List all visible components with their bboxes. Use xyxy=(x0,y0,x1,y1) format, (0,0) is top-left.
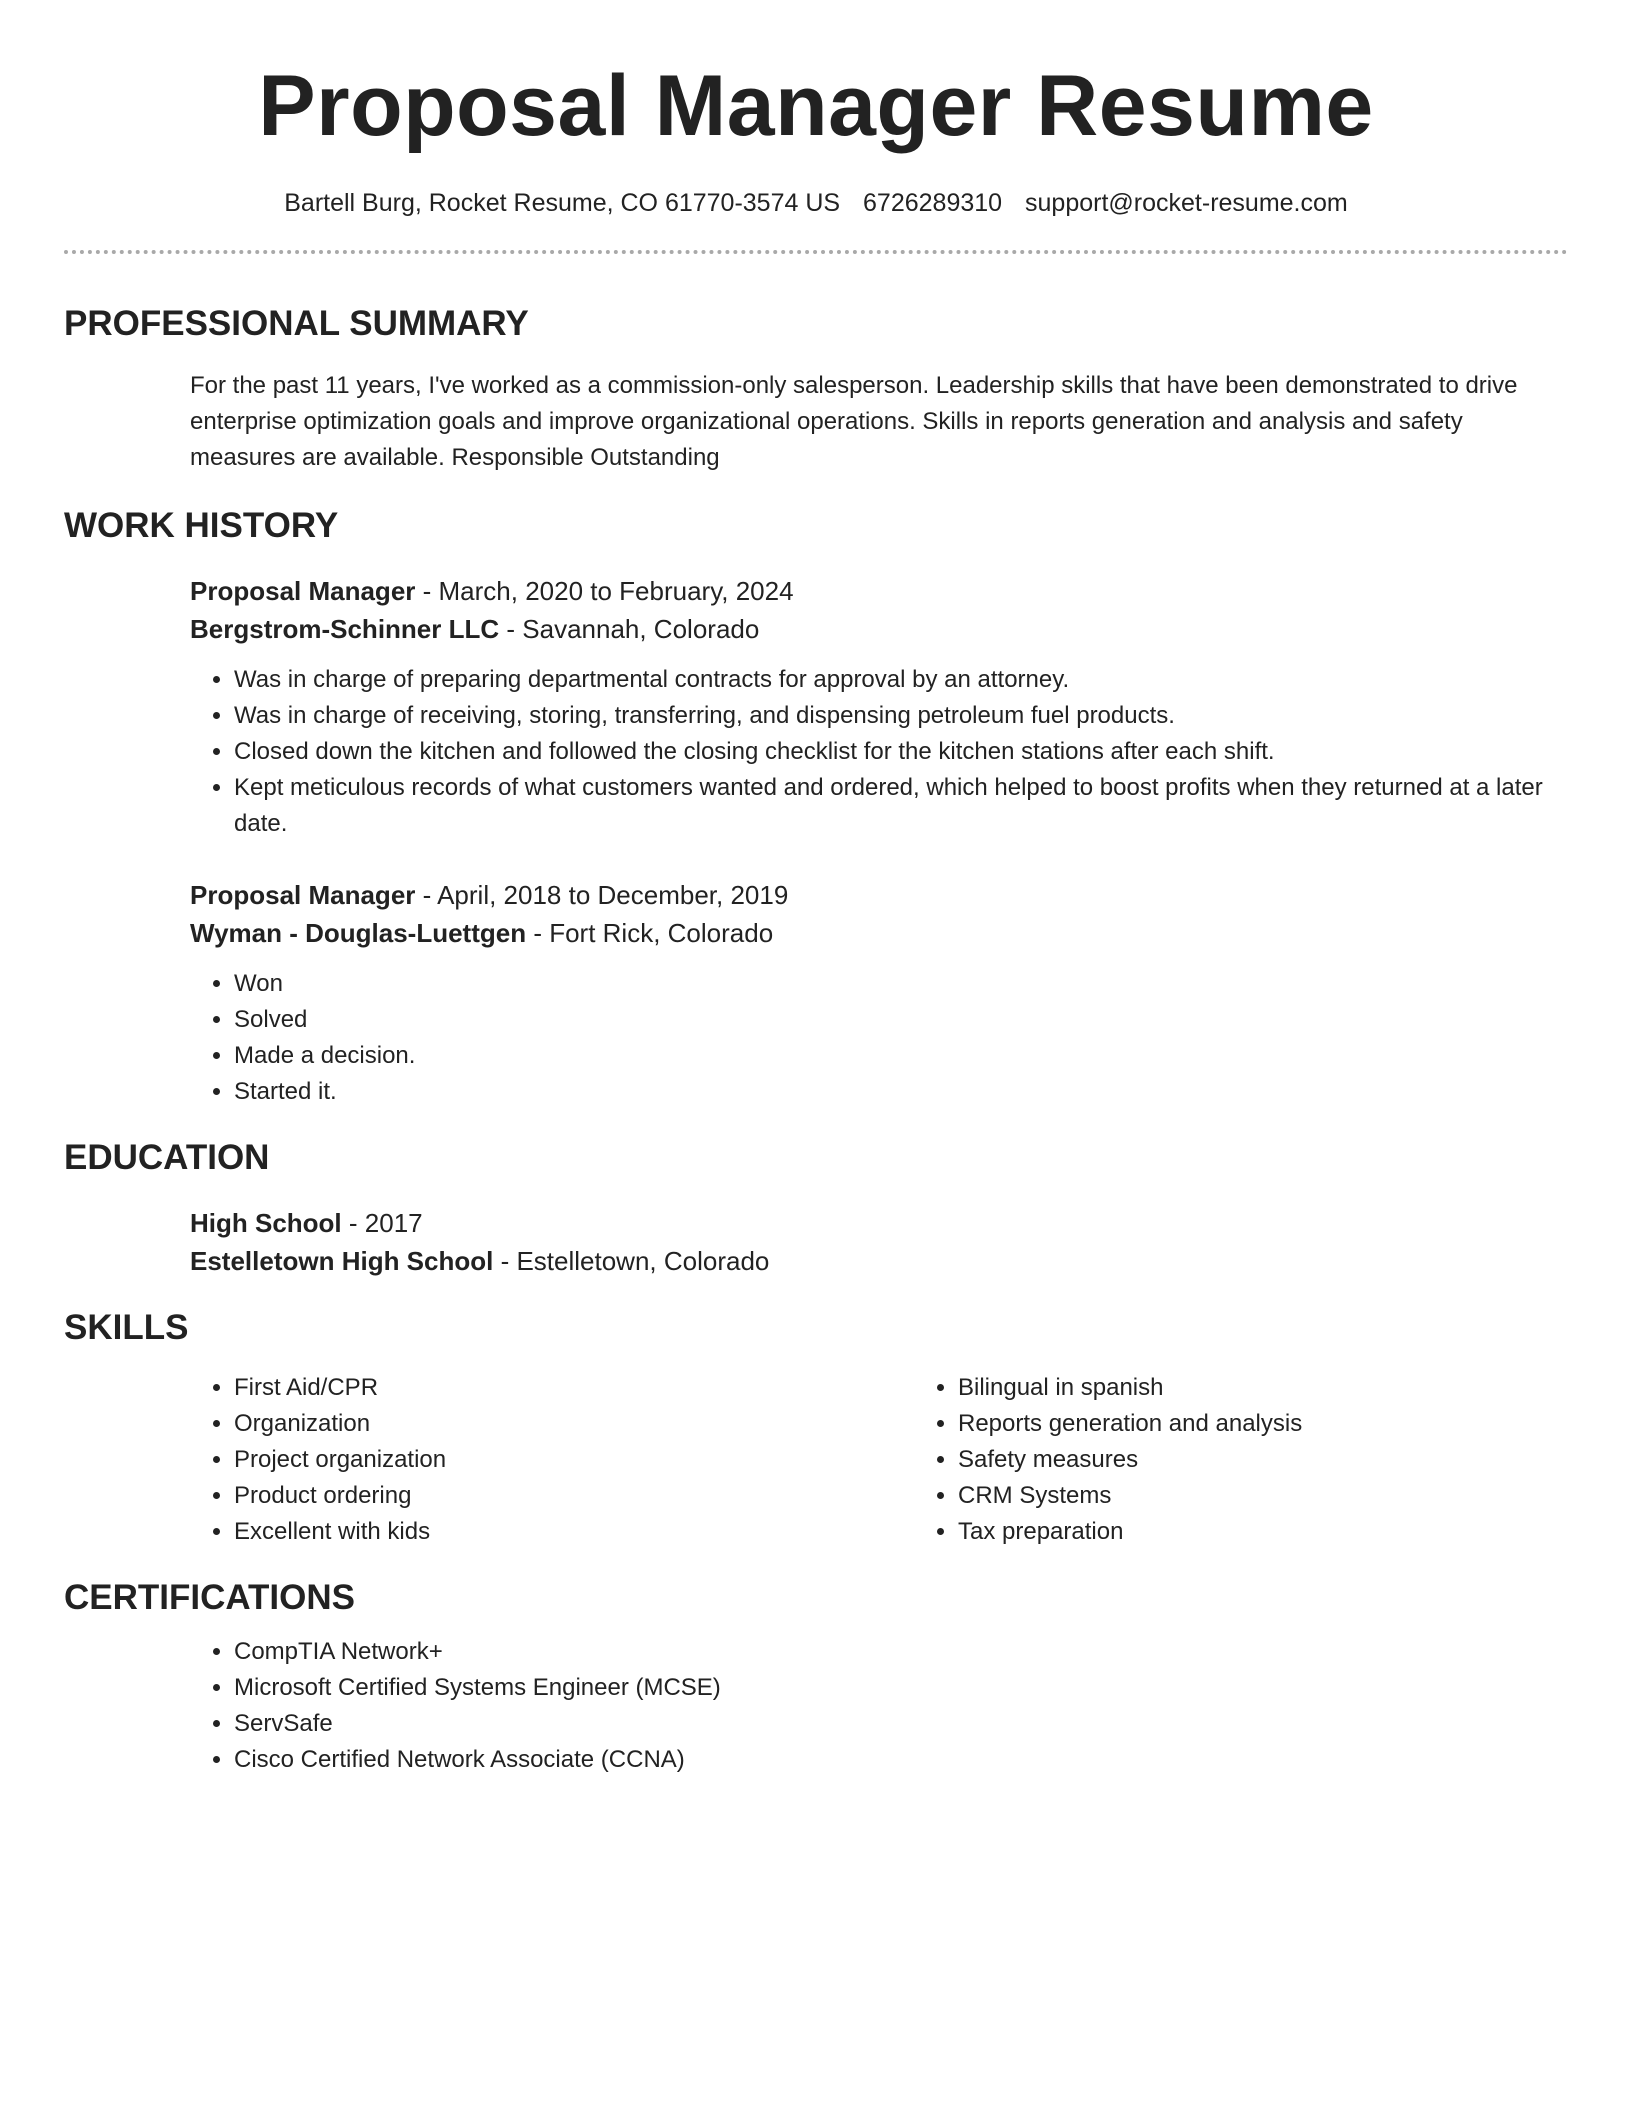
work-history-section xyxy=(64,572,1568,1110)
contact-address: Bartell Burg, Rocket Resume, CO 61770-3574 US xyxy=(284,189,841,217)
education-section xyxy=(64,1204,1568,1280)
job-location: - Fort Rick, Colorado xyxy=(526,918,774,948)
job-bullets xyxy=(190,966,1568,1110)
education-year: - 2017 xyxy=(341,1208,423,1238)
contact-line xyxy=(64,186,1568,220)
skill-item: • Excellent with kids xyxy=(234,1514,914,1550)
skills-heading: SKILLS xyxy=(64,1308,189,1347)
job-title-line xyxy=(190,572,1568,610)
job-title-line xyxy=(190,876,1568,914)
skill-item: • Safety measures xyxy=(958,1442,1632,1478)
summary-section xyxy=(64,368,1568,476)
education-school: Estelletown High School xyxy=(190,1246,494,1276)
certification-item: • Microsoft Certified Systems Engineer (MCSE) xyxy=(234,1670,1568,1706)
skill-item: • Product ordering xyxy=(234,1478,914,1514)
certification-item: • CompTIA Network+ xyxy=(234,1634,1568,1670)
summary-text: For the past 11 years, I've worked as a commission-only salesperson. Leadership skills that have been demonstrated to drive enterprise optimization goals and improve organizational operations. Skills in reports generation and analysis and safety measures are available. Responsible Outstanding xyxy=(190,372,1518,471)
list-item: • Started it. xyxy=(234,1074,1568,1110)
education-degree-line xyxy=(190,1204,1568,1242)
education-location: - Estelletown, Colorado xyxy=(493,1246,770,1276)
job-company: Bergstrom-Schinner LLC xyxy=(190,614,500,644)
list-item: • Closed down the kitchen and followed the closing checklist for the kitchen stations after each shift. xyxy=(234,734,1568,770)
skill-item: • First Aid/CPR xyxy=(234,1370,914,1406)
job-bullets xyxy=(190,662,1568,842)
job-company: Wyman - Douglas-Luettgen xyxy=(190,918,527,948)
skill-item: • Project organization xyxy=(234,1442,914,1478)
job-entry xyxy=(190,876,1568,1110)
contact-email: support@rocket-resume.com xyxy=(1025,189,1348,217)
certifications-list xyxy=(190,1634,1568,1778)
contact-phone: 6726289310 xyxy=(863,189,1003,217)
work-history-heading: WORK HISTORY xyxy=(64,506,339,545)
certification-item: • ServSafe xyxy=(234,1706,1568,1742)
certification-item: • Cisco Certified Network Associate (CCNA) xyxy=(234,1742,1568,1778)
skills-section xyxy=(64,1370,1568,1550)
list-item: • Was in charge of preparing departmental contracts for approval by an attorney. xyxy=(234,662,1568,698)
skills-grid xyxy=(190,1370,1568,1550)
skills-list-right xyxy=(914,1370,1632,1550)
list-item: • Won xyxy=(234,966,1568,1002)
skills-list-left xyxy=(190,1370,914,1550)
education-heading: EDUCATION xyxy=(64,1138,270,1177)
job-title: Proposal Manager xyxy=(190,880,416,910)
skill-item: • Bilingual in spanish xyxy=(958,1370,1632,1406)
skill-item: • CRM Systems xyxy=(958,1478,1632,1514)
skill-item: • Tax preparation xyxy=(958,1514,1632,1550)
list-item: • Solved xyxy=(234,1002,1568,1038)
job-company-line xyxy=(190,914,1568,952)
job-dates: - March, 2020 to February, 2024 xyxy=(415,576,794,606)
skill-item: • Organization xyxy=(234,1406,914,1442)
skill-item: • Reports generation and analysis xyxy=(958,1406,1632,1442)
education-school-line xyxy=(190,1242,1568,1280)
resume-title: Proposal Manager Resume xyxy=(258,58,1374,154)
summary-heading: PROFESSIONAL SUMMARY xyxy=(64,304,529,343)
job-entry xyxy=(190,572,1568,842)
list-item: • Made a decision. xyxy=(234,1038,1568,1074)
job-location: - Savannah, Colorado xyxy=(499,614,760,644)
certifications-heading: CERTIFICATIONS xyxy=(64,1578,356,1617)
education-degree: High School xyxy=(190,1208,342,1238)
job-dates: - April, 2018 to December, 2019 xyxy=(415,880,789,910)
job-company-line xyxy=(190,610,1568,648)
header-divider xyxy=(64,250,1568,254)
certifications-section xyxy=(64,1634,1568,1778)
list-item: • Kept meticulous records of what customers wanted and ordered, which helped to boost profits when they returned at a later date. xyxy=(234,770,1568,842)
job-title: Proposal Manager xyxy=(190,576,416,606)
list-item: • Was in charge of receiving, storing, transferring, and dispensing petroleum fuel products. xyxy=(234,698,1568,734)
